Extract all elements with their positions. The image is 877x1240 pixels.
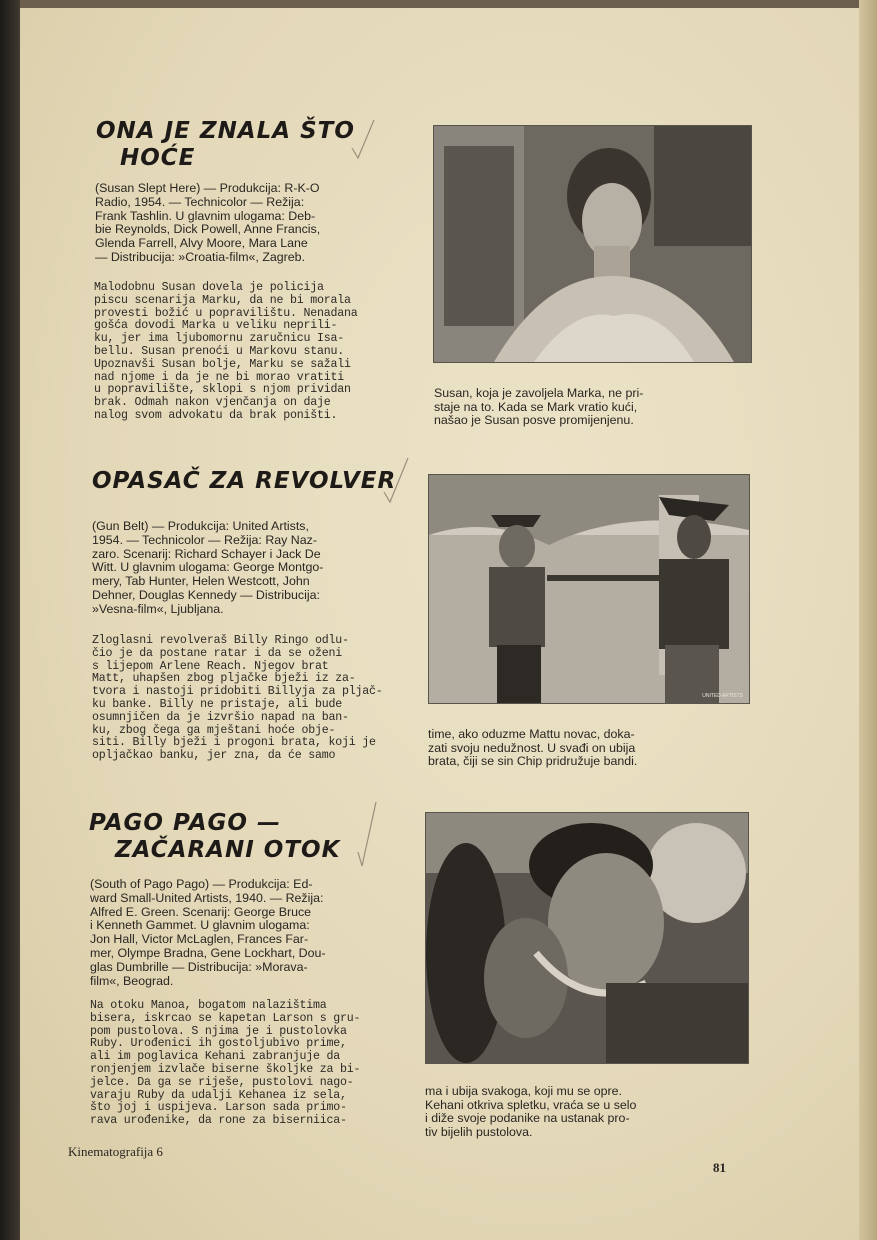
synopsis-line: pom pustolova. S njima je i pustolovka (90, 1024, 347, 1038)
synopsis-line: s lijepom Arlene Reach. Njegov brat (92, 659, 329, 673)
article-1-title-line2: HOĆE (120, 145, 196, 171)
credits-line: Witt. U glavnim ulogama: George Montgo- (92, 560, 324, 575)
credits-line: (Gun Belt) — Produkcija: United Artists, (92, 519, 309, 533)
synopsis-line: ronjenjem izvlače biserne školjke za bi- (90, 1062, 361, 1076)
credits-line: i Kenneth Gammet. U glavnim ulogama: (90, 918, 310, 933)
synopsis-line: Matt, uhapšen zbog pljačke bježi iz za- (92, 672, 356, 686)
caption-line: našao je Susan posve promijenjenu. (434, 413, 634, 428)
article-3-synopsis (90, 1000, 415, 1128)
synopsis-line: Upoznavši Susan bolje, Marku se sažali (94, 357, 351, 371)
article-3-title (89, 810, 340, 864)
caption-line: zati svoju nedužnost. U svađi on ubija (428, 740, 636, 755)
article-1-title (96, 118, 355, 172)
synopsis-line: Zloglasni revolveraš Billy Ringo odlu- (92, 634, 349, 647)
credits-line: Glenda Farrell, Alvy Moore, Mara Lane (95, 236, 308, 251)
article-2-title (92, 468, 396, 495)
film-still-susan (433, 125, 752, 363)
synopsis-line: siti. Billy bježi i progoni brata, koji je (92, 736, 376, 750)
article-2-title-line1: OPASAČ ZA REVOLVER (92, 468, 397, 494)
caption-line: staje na to. Kada se Mark vratio kući, (434, 399, 638, 414)
synopsis-line: provesti božić u popravilištu. Nenadana (94, 306, 358, 320)
credits-line: Frank Tashlin. U glavnim ulogama: Deb- (95, 208, 316, 223)
credits-line: (Susan Slept Here) — Produkcija: R-K-O (95, 181, 320, 195)
credits-line: Radio, 1954. — Technicolor — Režija: (95, 194, 305, 209)
credits-line: »Vesna-film«, Ljubljana. (92, 601, 224, 616)
synopsis-line: piscu scenarija Marku, da ne bi morala (94, 293, 351, 307)
synopsis-line: osumnjičen da je izvršio napad na ban- (92, 710, 349, 724)
synopsis-line: u popravilište, sklopi s njom prividan (94, 383, 351, 397)
article-1-caption (434, 387, 754, 428)
article-3-credits (90, 878, 410, 988)
caption-line: Susan, koja je zavoljela Marka, ne pri- (434, 386, 644, 400)
article-3-caption (425, 1085, 750, 1139)
caption-line: i diže svoje podanike na ustanak pro- (425, 1111, 630, 1126)
checkmark-icon (348, 118, 378, 162)
credits-line: Jon Hall, Victor McLaglen, Frances Far- (90, 932, 309, 947)
synopsis-line: bellu. Susan prenoći u Markovu stanu. (94, 344, 345, 358)
page-right-edge (859, 0, 877, 1240)
synopsis-line: brak. Odmah nakon vjenčanja on daje (94, 396, 331, 410)
page-top-edge (20, 0, 877, 8)
credits-line: 1954. — Technicolor — Režija: Ray Naz- (92, 532, 317, 547)
article-2-synopsis (92, 635, 417, 763)
caption-line: brata, čiji se sin Chip pridružuje bandi. (428, 754, 638, 769)
article-1-title-line1: ONA JE ZNALA ŠTO (96, 118, 355, 144)
synopsis-line: nalog svom advokatu da brak poništi. (94, 408, 338, 422)
synopsis-line: varaju Ruby da udalji Kehanea iz sela, (90, 1088, 347, 1102)
credits-line: — Distribucija: »Croatia-film«, Zagreb. (95, 249, 306, 264)
synopsis-line: tvora i nastoji pridobiti Billyja za pljač- (92, 685, 383, 699)
credits-line: Dehner, Douglas Kennedy — Distribucija: (92, 587, 320, 602)
synopsis-line: rava urođenike, da rone za biserniica- (90, 1114, 347, 1128)
photo-stamp: UNITED ARTISTS (702, 693, 743, 699)
synopsis-line: ku banke. Billy ne pristaje, ali bude (92, 697, 343, 711)
caption-line: Kehani otkriva spletku, vraća se u selo (425, 1097, 637, 1112)
checkmark-icon (380, 456, 412, 506)
credits-line: (South of Pago Pago) — Produkcija: Ed- (90, 877, 313, 891)
synopsis-line: opljačkao banku, jer zna, da će samo (92, 749, 336, 763)
magazine-name: Kinematografija 6 (68, 1144, 163, 1159)
credits-line: film«, Beograd. (90, 973, 174, 988)
article-1-synopsis (94, 282, 419, 423)
synopsis-line: ku, jer ima ljubomornu zaručnicu Isa- (94, 332, 345, 346)
synopsis-line: nad njome i da je ne bi morao vratiti (94, 370, 345, 384)
article-3-title-line2: ZAČARANI OTOK (115, 837, 341, 863)
checkmark-icon (352, 800, 382, 870)
credits-line: glas Dumbrille — Distribucija: »Morava- (90, 959, 308, 974)
credits-line: Alfred E. Green. Scenarij: George Bruce (90, 904, 312, 919)
article-1-credits (95, 182, 415, 265)
article-2-credits (92, 520, 412, 617)
credits-line: mery, Tab Hunter, Helen Westcott, John (92, 574, 310, 589)
caption-line: ma i ubija svakoga, koji mu se opre. (425, 1084, 622, 1098)
credits-line: bie Reynolds, Dick Powell, Anne Francis, (95, 222, 321, 237)
synopsis-line: gošća dovodi Marka u veliku neprili- (94, 319, 338, 333)
synopsis-line: ali im poglavica Kehani zabranjuje da (90, 1050, 341, 1064)
page-number: 81 (713, 1160, 726, 1175)
synopsis-line: čio je da postane ratar i da se oženi (92, 646, 343, 660)
credits-line: mer, Olympe Bradna, Gene Lockhart, Dou- (90, 945, 326, 960)
article-2-caption (428, 728, 753, 769)
caption-line: time, ako oduzme Mattu novac, doka- (428, 727, 635, 741)
synopsis-line: Malodobnu Susan dovela je policija (94, 281, 324, 294)
caption-line: tiv bijelih pustolova. (425, 1124, 533, 1139)
synopsis-line: jelce. Da ga se riješe, pustolovi nago- (90, 1075, 354, 1089)
synopsis-line: ku, zbog čega ga mještani hoće obje- (92, 723, 336, 737)
article-3-title-line1: PAGO PAGO — (89, 810, 281, 836)
synopsis-line: Ruby. Urođenici ih gostoljubivo prime, (90, 1037, 347, 1051)
synopsis-line: bisera, iskrcao se kapetan Larson s gru- (90, 1011, 361, 1025)
film-still-gunbelt (428, 474, 750, 704)
credits-line: zaro. Scenarij: Richard Schayer i Jack De (92, 546, 321, 561)
film-still-pago-pago (425, 812, 749, 1064)
credits-line: ward Small-United Artists, 1940. — Režija: (90, 890, 324, 905)
synopsis-line: što joj i uspijeva. Larson sada primo- (90, 1101, 347, 1115)
synopsis-line: Na otoku Manoa, bogatom nalazištima (90, 999, 327, 1012)
